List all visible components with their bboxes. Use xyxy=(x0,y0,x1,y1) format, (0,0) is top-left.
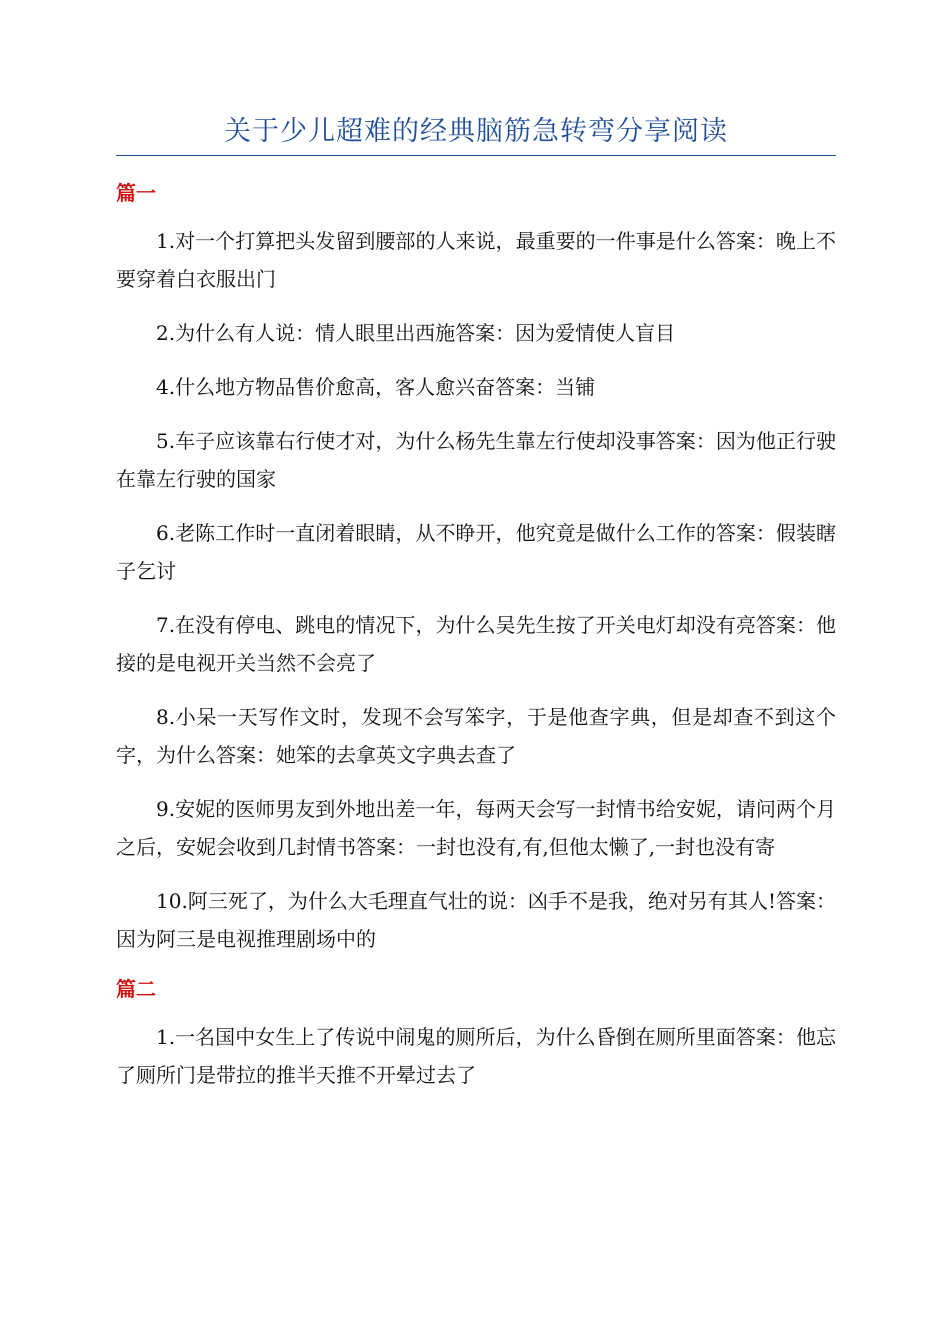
paragraph: 10.阿三死了，为什么大毛理直气壮的说：凶手不是我，绝对另有其人!答案：因为阿三是电视推理剧场中的 xyxy=(116,889,836,951)
paragraph: 8.小呆一天写作文时，发现不会写笨字，于是他查字典，但是却查不到这个字，为什么答案：她笨的去拿英文字典去查了 xyxy=(116,705,836,767)
section-heading-1: 篇一 xyxy=(116,181,156,205)
paragraph: 7.在没有停电、跳电的情况下，为什么吴先生按了开关电灯却没有亮答案：他接的是电视开关当然不会亮了 xyxy=(116,613,836,675)
paragraph: 4.什么地方物品售价愈高，客人愈兴奋答案：当铺 xyxy=(156,375,596,399)
title-underline xyxy=(116,155,836,156)
paragraph: 5.车子应该靠右行使才对，为什么杨先生靠左行使却没事答案：因为他正行驶在靠左行驶的国家 xyxy=(116,429,836,491)
paragraph: 1.一名国中女生上了传说中闹鬼的厕所后，为什么昏倒在厕所里面答案：他忘了厕所门是带拉的推半天推不开晕过去了 xyxy=(116,1025,836,1087)
document-body xyxy=(116,178,836,1110)
paragraph: 2.为什么有人说：情人眼里出西施答案：因为爱情使人盲目 xyxy=(156,321,676,345)
paragraph: 1.对一个打算把头发留到腰部的人来说，最重要的一件事是什么答案：晚上不要穿着白衣服出门 xyxy=(116,229,836,291)
page-title: 关于少儿超难的经典脑筋急转弯分享阅读 xyxy=(224,116,728,147)
paragraph: 6.老陈工作时一直闭着眼睛，从不睁开，他究竟是做什么工作的答案：假装瞎子乞讨 xyxy=(116,521,836,583)
paragraph: 9.安妮的医师男友到外地出差一年，每两天会写一封情书给安妮，请问两个月之后，安妮会收到几封情书答案：一封也没有,有,但他太懒了,一封也没有寄 xyxy=(116,797,836,859)
section-heading-2: 篇二 xyxy=(116,977,156,1001)
